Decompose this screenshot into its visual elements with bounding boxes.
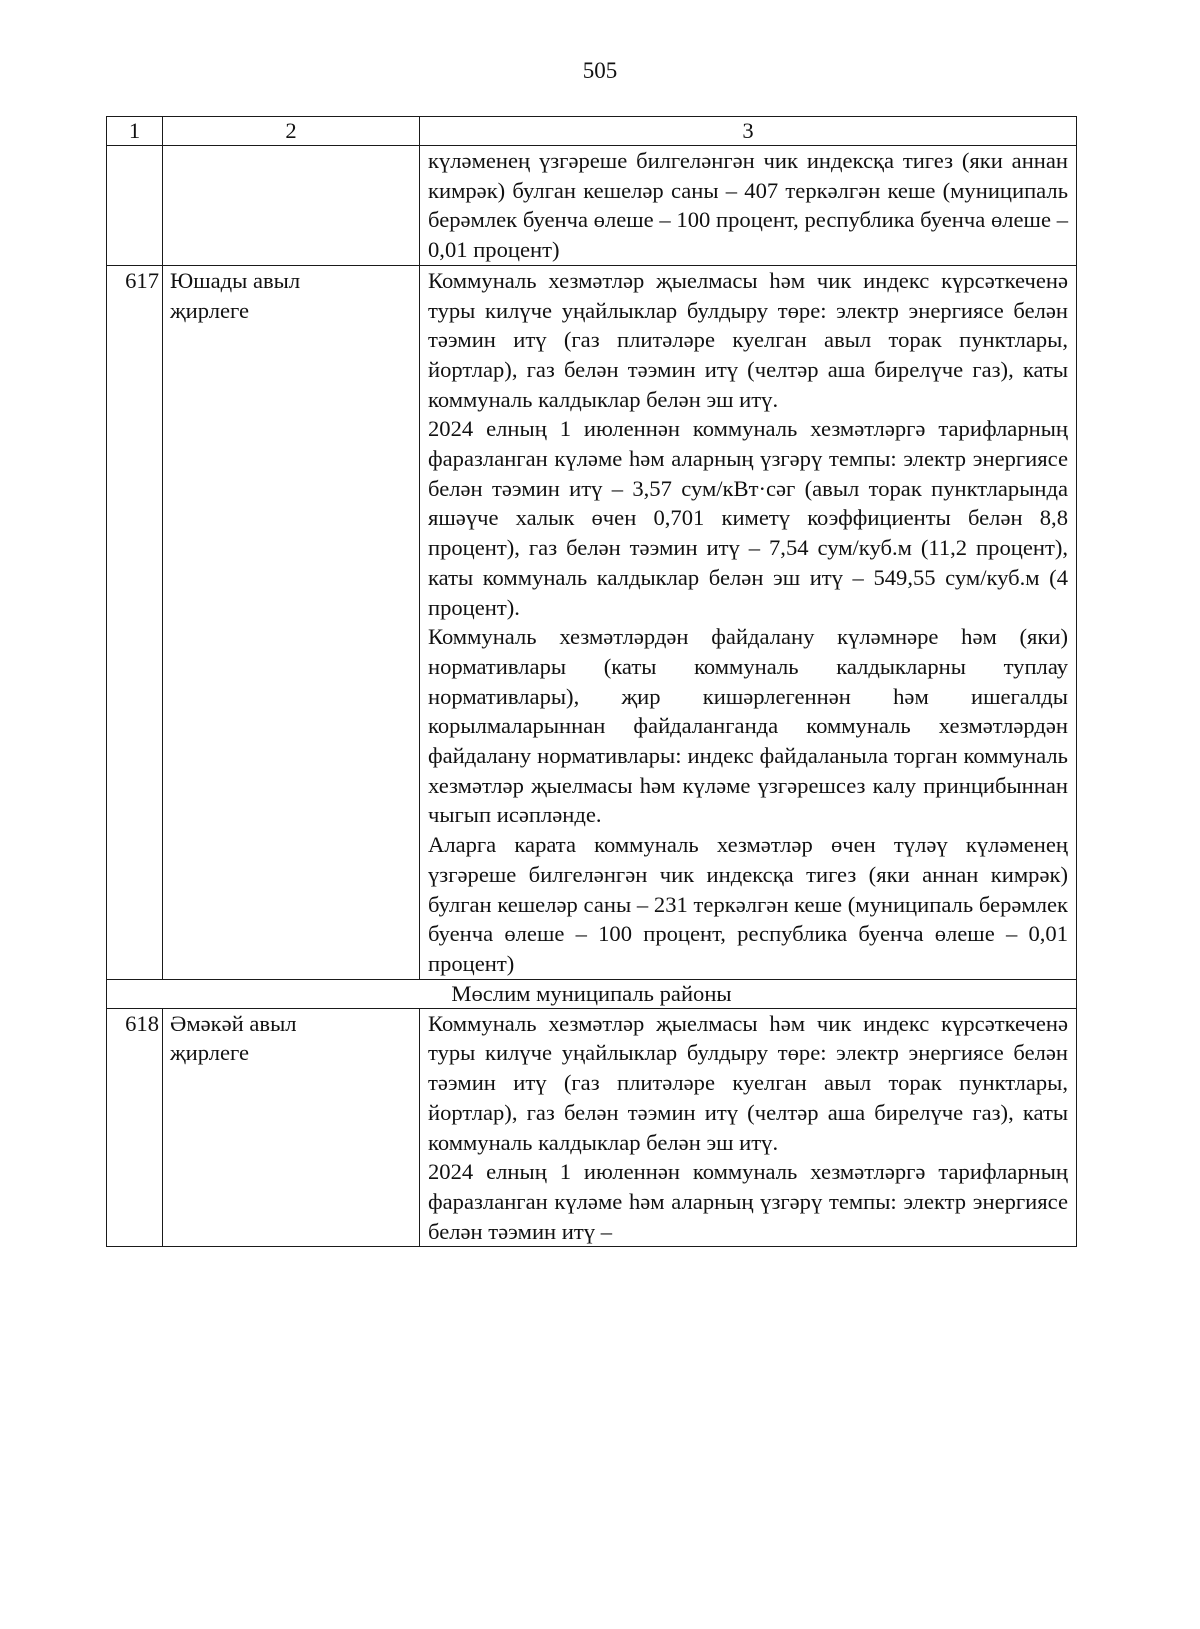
settlement-name: [163, 265, 420, 979]
settlement-name-line: Юшады авыл: [170, 267, 301, 293]
row-number: 618: [107, 1008, 163, 1247]
header-col-3: 3: [420, 117, 1077, 146]
description-cell: [420, 146, 1077, 266]
district-heading-row: [107, 979, 1077, 1008]
description-paragraph: Коммуналь хезмәтләр җыелмасы һәм чик индекс күрсәткеченә туры килүче уңайлыклар булдыру төре: электр энергиясе белән тәэмин итү (газ плитәләре куелган авыл торак пунктлары, йортлар), газ белән тәэмин итү (челтәр аша бирелүче газ), каты коммуналь калдыклар белән эш итү.: [428, 1010, 1068, 1155]
table-header-row: [107, 117, 1077, 146]
settlement-name-line: Әмәкәй авыл: [170, 1010, 297, 1036]
description-paragraph: Коммуналь хезмәтләр җыелмасы һәм чик индекс күрсәткеченә туры килүче уңайлыклар булдыру төре: электр энергиясе белән тәэмин итү (газ плитәләре куелган авыл торак пунктлары, йортлар), газ белән тәэмин итү (челтәр аша бирелүче газ), каты коммуналь калдыклар белән эш итү.: [428, 267, 1068, 412]
row-number: [107, 146, 163, 266]
description-paragraph: күләменең үзгәреше билгеләнгән чик индексқа тигез (яки аннан кимрәк) булган кешеләр саны – 407 теркәлгән кеше (муниципаль берәмлек буенча өлеше – 100 процент, республика буенча өлеше – 0,01 процент): [428, 148, 1068, 263]
table-row-618: [107, 1008, 1077, 1247]
table-row-617: [107, 265, 1077, 979]
description-paragraph: Коммуналь хезмәтләрдән файдалану күләмнәре һәм (яки) нормативлары (каты коммуналь калдыкларны туплау нормативлары), җир кишәрлегеннән һәм ишегалды корылмаларыннан файдаланганда коммуналь хезмәтләрдән файдалану нормативлары: индекс файдаланыла торган коммуналь хезмәтләр җыелмасы һәм күләме үзгәрешсез калу принцибыннан чыгып исәпләнде.: [428, 624, 1068, 828]
district-heading: Мөслим муниципаль районы: [107, 979, 1077, 1008]
description-cell: [420, 1008, 1077, 1247]
municipality-table: [106, 116, 1077, 1247]
description-cell: [420, 265, 1077, 979]
settlement-name-line: җирлеге: [170, 297, 250, 323]
row-number: 617: [107, 265, 163, 979]
header-col-2: 2: [163, 117, 420, 146]
header-col-1: 1: [107, 117, 163, 146]
settlement-name: [163, 146, 420, 266]
settlement-name-line: җирлеге: [170, 1040, 250, 1066]
settlement-name: [163, 1008, 420, 1247]
page-number: 505: [582, 58, 618, 83]
table-row-continuation: [107, 146, 1077, 266]
description-paragraph: 2024 елның 1 июленнән коммуналь хезмәтләргә тарифларның фаразланган күләме һәм аларның үзгәрү темпы: электр энергиясе белән тәэмин итү –: [428, 1159, 1068, 1244]
description-paragraph: 2024 елның 1 июленнән коммуналь хезмәтләргә тарифларның фаразланган күләме һәм аларның үзгәрү темпы: электр энергиясе белән тәэмин итү – 3,57 сум/кВт·сәг (авыл торак пунктларында яшәүче халык өчен 0,701 киметү коэффициенты белән 8,8 процент), газ белән тәэмин итү – 7,54 сум/куб.м (11,2 процент), каты коммуналь калдыклар белән эш итү – 549,55 сум/куб.м (4 процент).: [428, 416, 1068, 620]
description-paragraph: Аларга карата коммуналь хезмәтләр өчен түләү күләменең үзгәреше билгеләнгән чик индексқа тигез (яки аннан кимрәк) булган кешеләр саны – 231 теркәлгән кеше (муниципаль берәмлек буенча өлеше – 100 процент, республика буенча өлеше – 0,01 процент): [428, 832, 1068, 976]
